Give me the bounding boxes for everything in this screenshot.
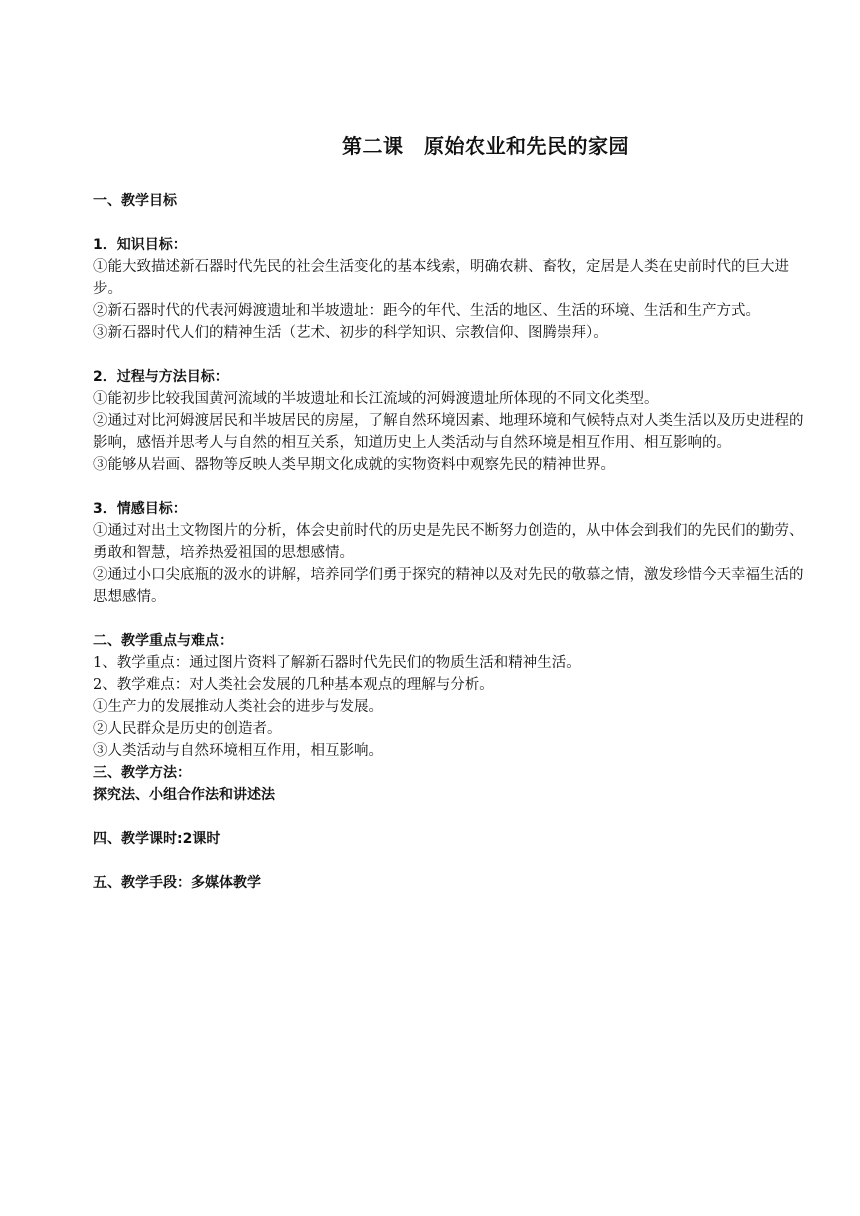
paragraph: ③人类活动与自然环境相互作用，相互影响。 [93,743,383,759]
paragraph: ②通过对比河姆渡居民和半坡居民的房屋，了解自然环境因素、地理环境和气候特点对人类生活以及历史进程的影响，感悟并思考人与自然的相互关系，知道历史上人类活动与自然环境是相互作用、相互影响的。 [93,413,804,451]
paragraph: ③能够从岩画、器物等反映人类早期文化成就的实物资料中观察先民的精神世界。 [93,457,615,473]
section-heading-teaching-methods: 三、教学方法： [93,765,191,781]
paragraph: ①通过对出土文物图片的分析，体会史前时代的历史是先民不断努力创造的，从中体会到我们的先民们的勤劳、勇敢和智慧，培养热爱祖国的思想感情。 [93,523,804,561]
paragraph: 1、教学重点：通过图片资料了解新石器时代先民们的物质生活和精神生活。 [93,655,581,671]
paragraph: ②人民群众是历史的创造者。 [93,721,282,737]
paragraph: ③新石器时代人们的精神生活（艺术、初步的科学知识、宗教信仰、图腾崇拜）。 [93,325,608,341]
paragraph: ②新石器时代的代表河姆渡遗址和半坡遗址：距今的年代、生活的地区、生活的环境、生活和生产方式。 [93,303,760,319]
paragraph: ①能初步比较我国黄河流域的半坡遗址和长江流域的河姆渡遗址所体现的不同文化类型。 [93,391,659,407]
section-heading-class-hours: 四、教学课时:2课时 [93,831,221,847]
paragraph: ②通过小口尖底瓶的汲水的讲解，培养同学们勇于探究的精神以及对先民的敬慕之情，激发珍惜今天幸福生活的思想感情。 [93,567,804,605]
paragraph: 2、教学难点：对人类社会发展的几种基本观点的理解与分析。 [93,677,494,693]
subheading-knowledge-goals: 1．知识目标： [93,237,187,253]
section-heading-key-difficult-points: 二、教学重点与难点： [93,633,233,649]
section-heading-teaching-means: 五、教学手段：多媒体教学 [93,875,261,891]
subheading-process-method-goals: 2．过程与方法目标： [93,369,229,385]
paragraph: ①能大致描述新石器时代先民的社会生活变化的基本线索，明确农耕、畜牧，定居是人类在史前时代的巨大进步。 [93,259,789,297]
section-heading-teaching-goals: 一、教学目标 [93,193,177,209]
paragraph: ①生产力的发展推动人类社会的进步与发展。 [93,699,383,715]
document-body [93,190,813,894]
subheading-emotion-goals: 3．情感目标： [93,501,187,517]
lesson-title: 第二课 原始农业和先民的家园 [342,134,629,158]
teaching-methods-text: 探究法、小组合作法和讲述法 [93,787,275,803]
